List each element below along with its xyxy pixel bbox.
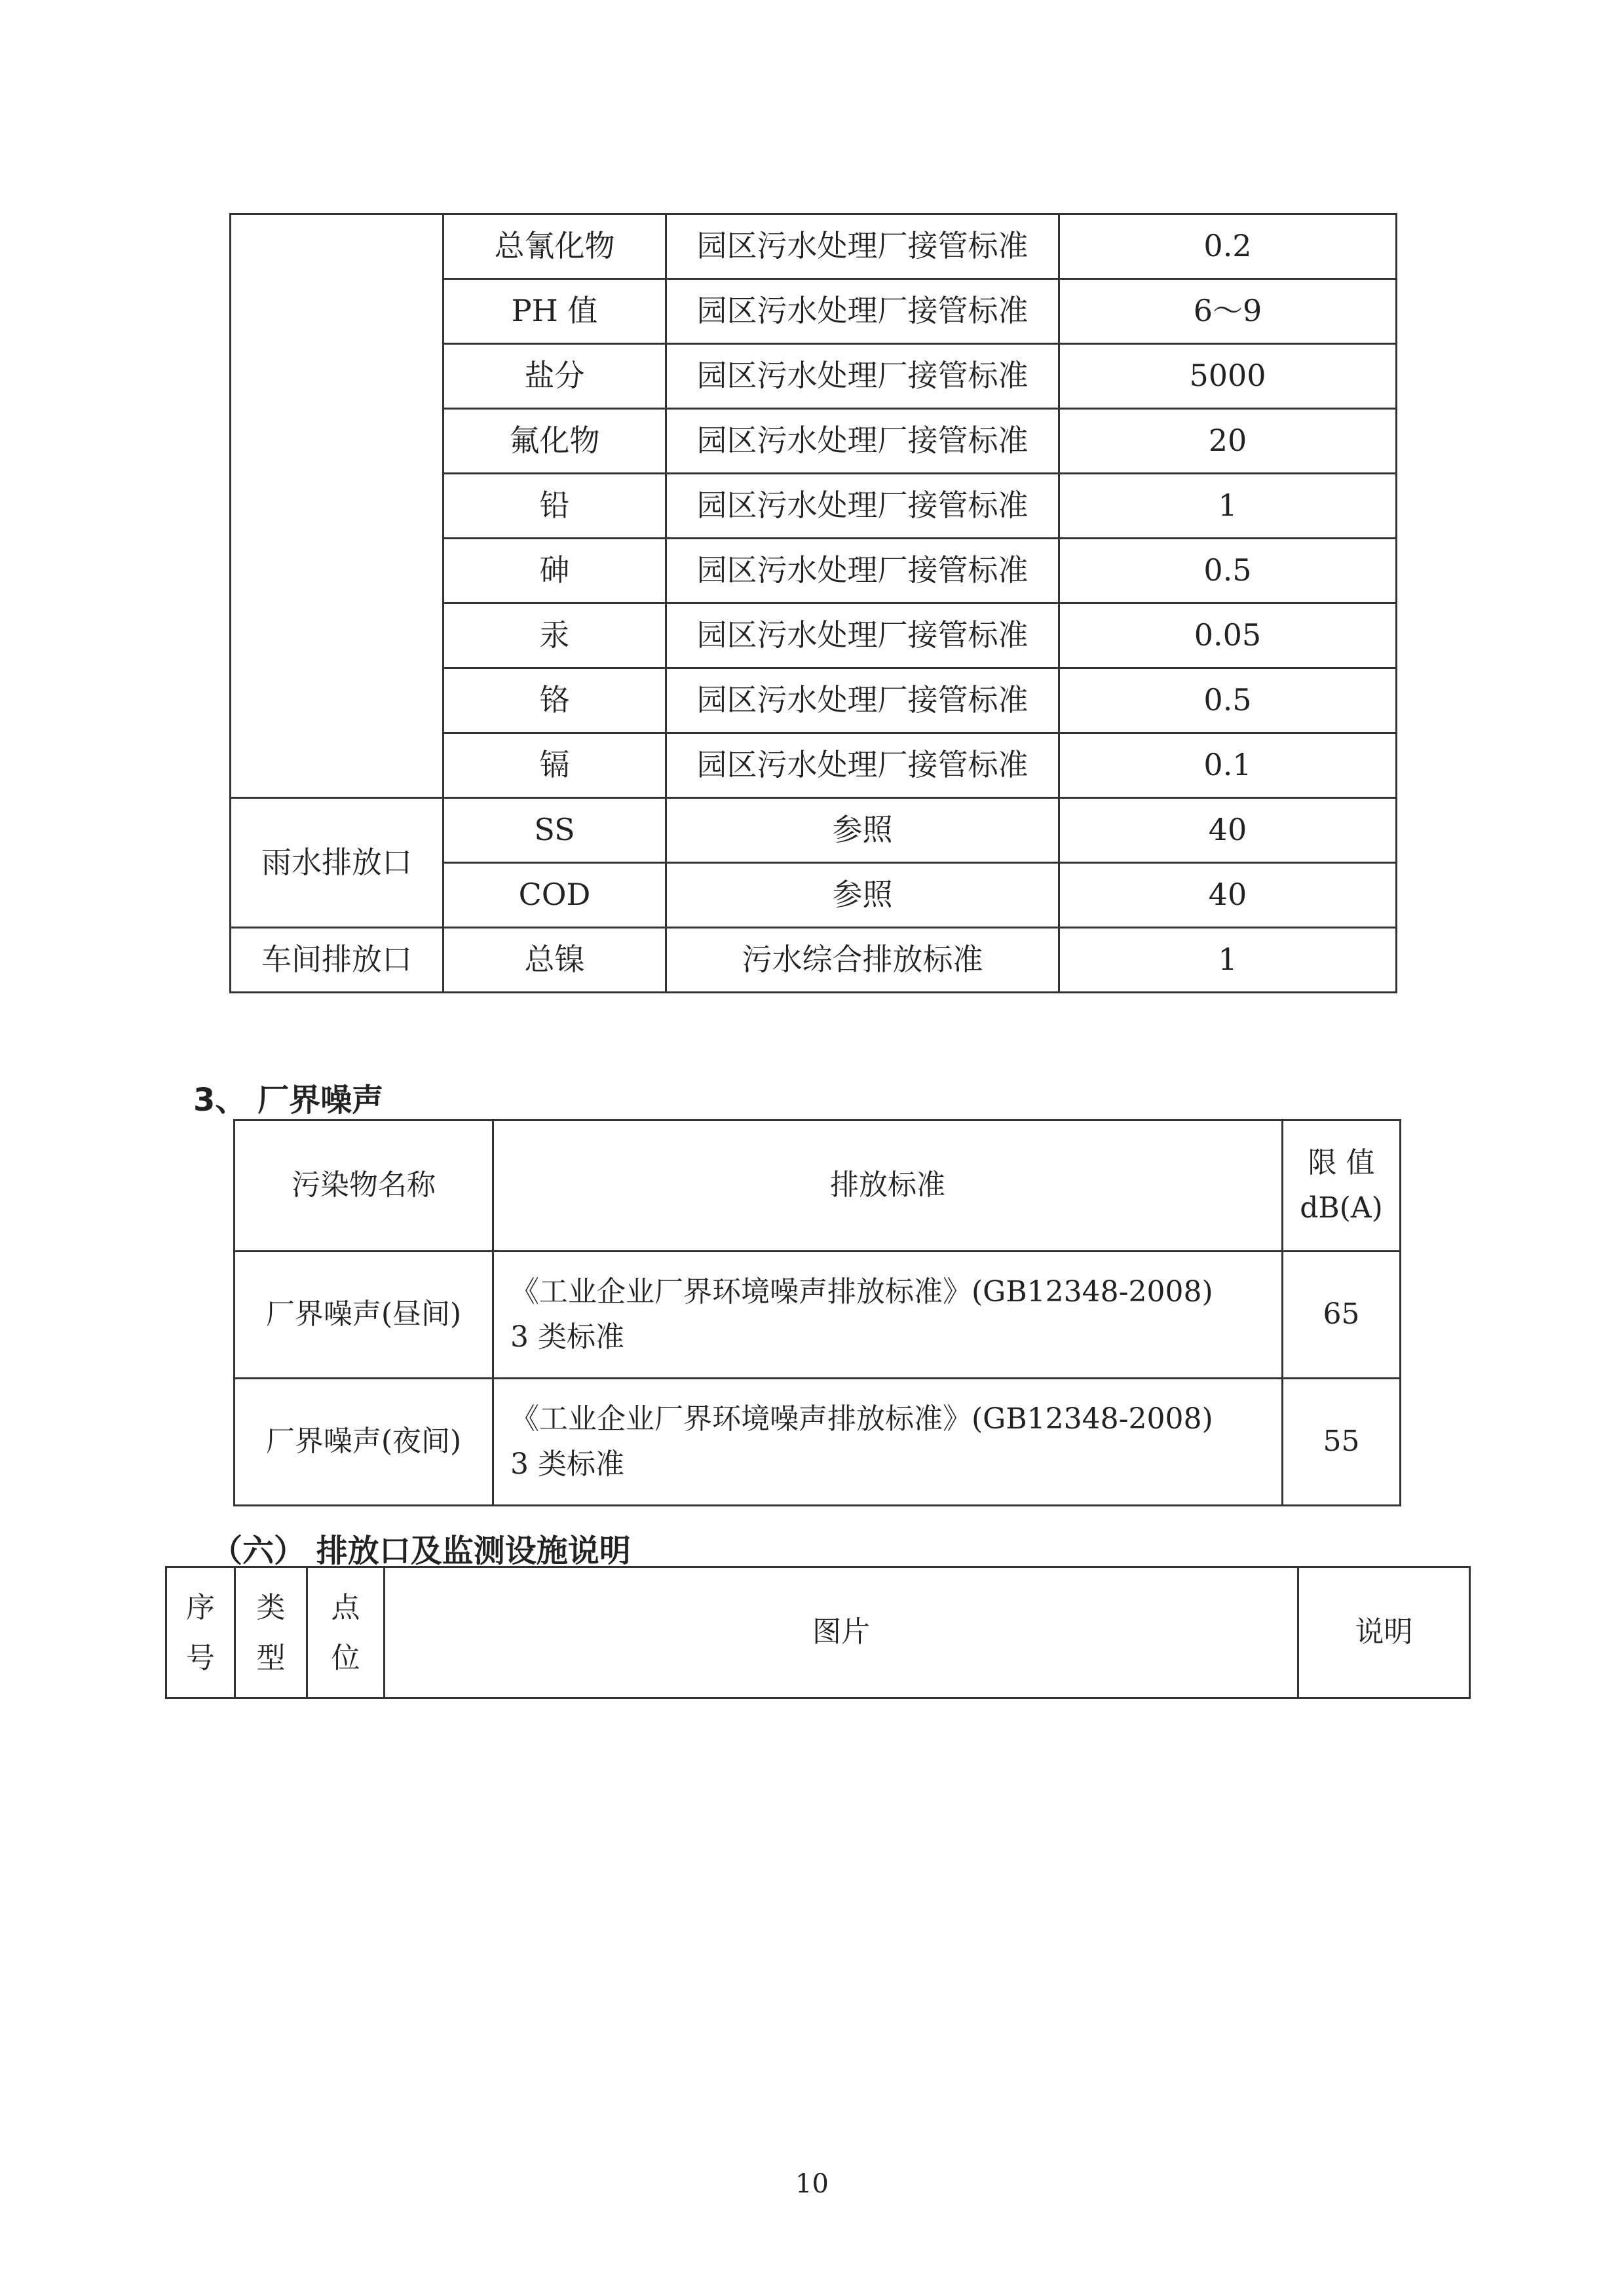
header-type [235,1567,307,1698]
merged-outlet-cell [231,214,444,798]
header-point-char1: 点 [331,1590,360,1624]
standard-cell: 园区污水处理厂接管标准 [666,733,1059,798]
standard-cell: 园区污水处理厂接管标准 [666,279,1059,344]
noise-section-heading: 3、 厂界噪声 [193,1082,384,1119]
noise-standard-cell [493,1379,1283,1506]
header-limit-line2: dB(A) [1300,1191,1383,1225]
standard-cell: 园区污水处理厂接管标准 [666,409,1059,474]
noise-standard-line2: 3 类标准 [510,1447,624,1481]
standard-cell: 园区污水处理厂接管标准 [666,668,1059,733]
standard-cell: 园区污水处理厂接管标准 [666,214,1059,279]
workshop-outlet-label: 车间排放口 [231,928,444,993]
noise-name-cell: 厂界噪声(昼间) [235,1252,493,1379]
limit-cell: 0.2 [1059,214,1397,279]
limit-cell: 40 [1059,863,1397,928]
limit-cell: 40 [1059,798,1397,863]
pollutant-cell: 总镍 [444,928,666,993]
rain-outlet-label: 雨水排放口 [231,798,444,928]
noise-standard-line1: 《工业企业厂界环境噪声排放标准》(GB12348-2008) [510,1275,1213,1309]
pollutant-cell: 镉 [444,733,666,798]
header-limit [1283,1120,1401,1252]
standard-cell: 园区污水处理厂接管标准 [666,603,1059,668]
noise-standard-cell [493,1252,1283,1379]
limit-cell: 0.05 [1059,603,1397,668]
wastewater-standards-table [229,213,1397,993]
standard-cell: 参照 [666,798,1059,863]
outlet-facility-table [165,1566,1471,1699]
pollutant-cell: 铬 [444,668,666,733]
limit-cell: 6～9 [1059,279,1397,344]
pollutant-cell: 总氰化物 [444,214,666,279]
table-row [231,798,1397,863]
pollutant-cell: COD [444,863,666,928]
pollutant-cell: PH 值 [444,279,666,344]
outlet-section-heading: （六） 排放口及监测设施说明 [211,1533,631,1569]
standard-cell: 园区污水处理厂接管标准 [666,344,1059,409]
limit-cell: 0.5 [1059,668,1397,733]
page-number: 10 [795,2169,829,2199]
noise-limit-cell: 55 [1283,1379,1401,1506]
header-type-char1: 类 [256,1590,286,1624]
header-standard: 排放标准 [493,1120,1283,1252]
pollutant-cell: SS [444,798,666,863]
limit-cell: 1 [1059,928,1397,993]
header-index-char2: 号 [186,1641,215,1675]
header-limit-line1: 限 值 [1308,1146,1375,1180]
header-index-char1: 序 [186,1590,215,1624]
pollutant-cell: 铅 [444,474,666,539]
table-row [231,214,1397,279]
header-pollutant-name: 污染物名称 [235,1120,493,1252]
header-picture: 图片 [385,1567,1298,1698]
noise-name-cell: 厂界噪声(夜间) [235,1379,493,1506]
noise-standard-line2: 3 类标准 [510,1320,624,1354]
pollutant-cell: 砷 [444,539,666,603]
header-index [166,1567,235,1698]
table-header-row [166,1567,1470,1698]
standard-cell: 参照 [666,863,1059,928]
standard-cell: 园区污水处理厂接管标准 [666,539,1059,603]
limit-cell: 5000 [1059,344,1397,409]
table-row [235,1252,1401,1379]
table-row [235,1379,1401,1506]
limit-cell: 0.1 [1059,733,1397,798]
noise-standard-line1: 《工业企业厂界环境噪声排放标准》(GB12348-2008) [510,1402,1213,1436]
limit-cell: 20 [1059,409,1397,474]
header-point [307,1567,385,1698]
header-description: 说明 [1298,1567,1470,1698]
pollutant-cell: 盐分 [444,344,666,409]
table-header-row [235,1120,1401,1252]
header-point-char2: 位 [331,1641,360,1675]
standard-cell: 园区污水处理厂接管标准 [666,474,1059,539]
pollutant-cell: 汞 [444,603,666,668]
pollutant-cell: 氟化物 [444,409,666,474]
limit-cell: 1 [1059,474,1397,539]
noise-limit-cell: 65 [1283,1252,1401,1379]
noise-standards-table [233,1119,1401,1506]
limit-cell: 0.5 [1059,539,1397,603]
header-type-char2: 型 [256,1641,286,1675]
table-row [231,928,1397,993]
standard-cell: 污水综合排放标准 [666,928,1059,993]
